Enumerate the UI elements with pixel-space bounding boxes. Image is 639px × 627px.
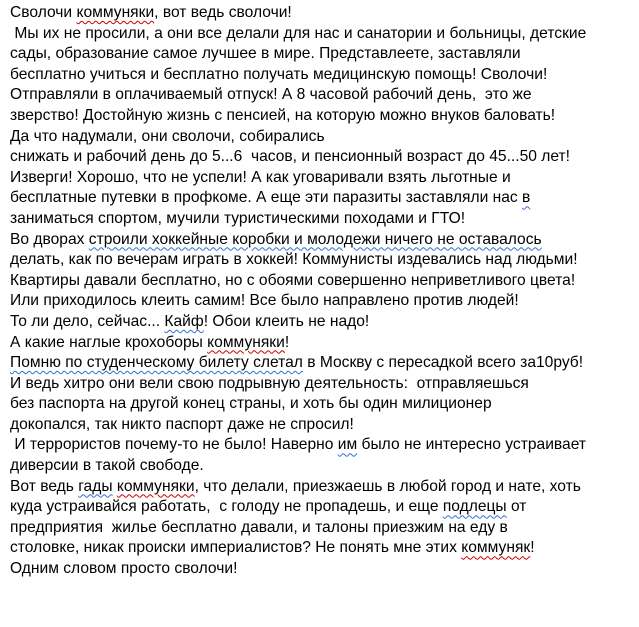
text-segment: без паспорта на другой конец страны, и хоть бы один милиционер [10,395,492,413]
text-segment: Одним словом просто сволочи! [10,560,238,578]
grammar-flag-text: в [522,189,531,207]
text-line [10,456,635,477]
text-line [10,230,635,251]
grammar-flag-text: Кайф [164,312,204,330]
text-segment: Или приходилось клеить самим! Все было направлено против людей! [10,292,519,310]
text-segment: Вот ведь [10,477,79,495]
text-segment: , вот ведь сволочи! [154,4,292,21]
grammar-flag-text: подлецы [442,498,507,516]
text-segment: ! Обои клеить не надо! [203,312,370,330]
text-segment: бесплатно учиться и бесплатно получать медицинскую помощь! Сволочи! [10,65,548,83]
text-line [10,168,635,189]
text-segment: от [506,498,527,516]
text-segment: Квартиры давали бесплатно, но с обоями совершенно неприветливого цвета! [10,271,576,289]
grammar-flag-text: им [337,436,358,454]
text-line [10,106,635,127]
text-segment: зверство! Достойную жизнь с пенсией, на которую можно внуков баловать! [10,106,556,124]
text-segment: докопался, так никто паспорт даже не спросил! [10,415,354,433]
text-segment: заниматься спортом, мучили туристическими походами и ГТО! [10,209,466,227]
text-segment: ! [530,539,535,557]
spelling-error-word: коммуняки [116,477,195,495]
text-line [10,518,635,539]
text-line [10,3,635,24]
text-line [10,477,635,498]
text-segment: Да что надумали, они сволочи, собирались [10,127,325,145]
document-body[interactable] [10,3,635,580]
text-segment: Мы их не просили, а они все делали для нас и санатории и больницы, детские [10,24,587,42]
text-segment: Отправляли в оплачиваемый отпуск! А 8 часовой рабочий день, это же [10,86,532,104]
text-segment: в Москву с пересадкой всего за10руб! [302,354,584,372]
text-line [10,127,635,148]
text-segment: бесплатные путевки в профкоме. А еще эти паразиты заставляли нас [10,189,523,207]
text-line [10,312,635,333]
text-line [10,538,635,559]
text-segment: Во дворах [10,230,89,248]
spelling-error-word: коммуняки [207,333,285,351]
text-segment: ! [284,333,290,351]
text-line [10,415,635,436]
text-segment: делать, как по вечерам играть в хоккей! Коммунисты издевались над людьми! [10,251,578,269]
text-line [10,353,635,374]
text-line [10,188,635,209]
text-line [10,559,635,580]
grammar-flag-text: Помню по студенческому билету слетал [10,354,303,372]
text-segment: Сволочи [10,4,77,21]
text-line [10,435,635,456]
text-segment: И террористов почему-то не было! Наверно [10,436,338,454]
text-segment: диверсии в такой свободе. [10,457,204,475]
text-segment: куда устраивайся работать, с голоду не пропадешь, и еще [10,498,443,516]
text-segment: было не интересно устраивает [357,436,586,454]
text-segment: А какие наглые крохоборы [10,333,208,351]
text-segment: сады, образование самое лучшее в мире. Представлеете, заставляли [10,45,521,63]
spelling-error-word: коммуняки [76,4,155,21]
text-segment: предприятия жилье бесплатно давали, и талоны приезжим на еду в [10,518,508,536]
grammar-flag-text: гады [78,477,113,495]
spelling-error-word: коммуняк [461,539,531,557]
text-line [10,333,635,354]
text-line [10,291,635,312]
text-line [10,147,635,168]
text-line [10,497,635,518]
text-line [10,85,635,106]
text-line [10,271,635,292]
text-segment: снижать и рабочий день до 5...6 часов, и пенсионный возраст до 45...50 лет! [10,148,570,166]
text-line [10,374,635,395]
text-line [10,209,635,230]
text-segment: , что делали, приезжаешь в любой город и нате, хоть [194,477,581,495]
text-segment: столовке, никак происки империалистов? Не понять мне этих [10,539,462,557]
text-line [10,250,635,271]
text-line [10,24,635,45]
text-line [10,44,635,65]
text-line [10,65,635,86]
text-line [10,394,635,415]
grammar-flag-text: строили хоккейные коробки и молодежи ничего не оставалось [88,230,542,248]
text-segment: Изверги! Хорошо, что не успели! А как уговаривали взять льготные и [10,168,511,186]
text-segment: И ведь хитро они вели свою подрывную деятельность: отправляешься [10,374,529,392]
text-segment: То ли дело, сейчас... [10,312,165,330]
